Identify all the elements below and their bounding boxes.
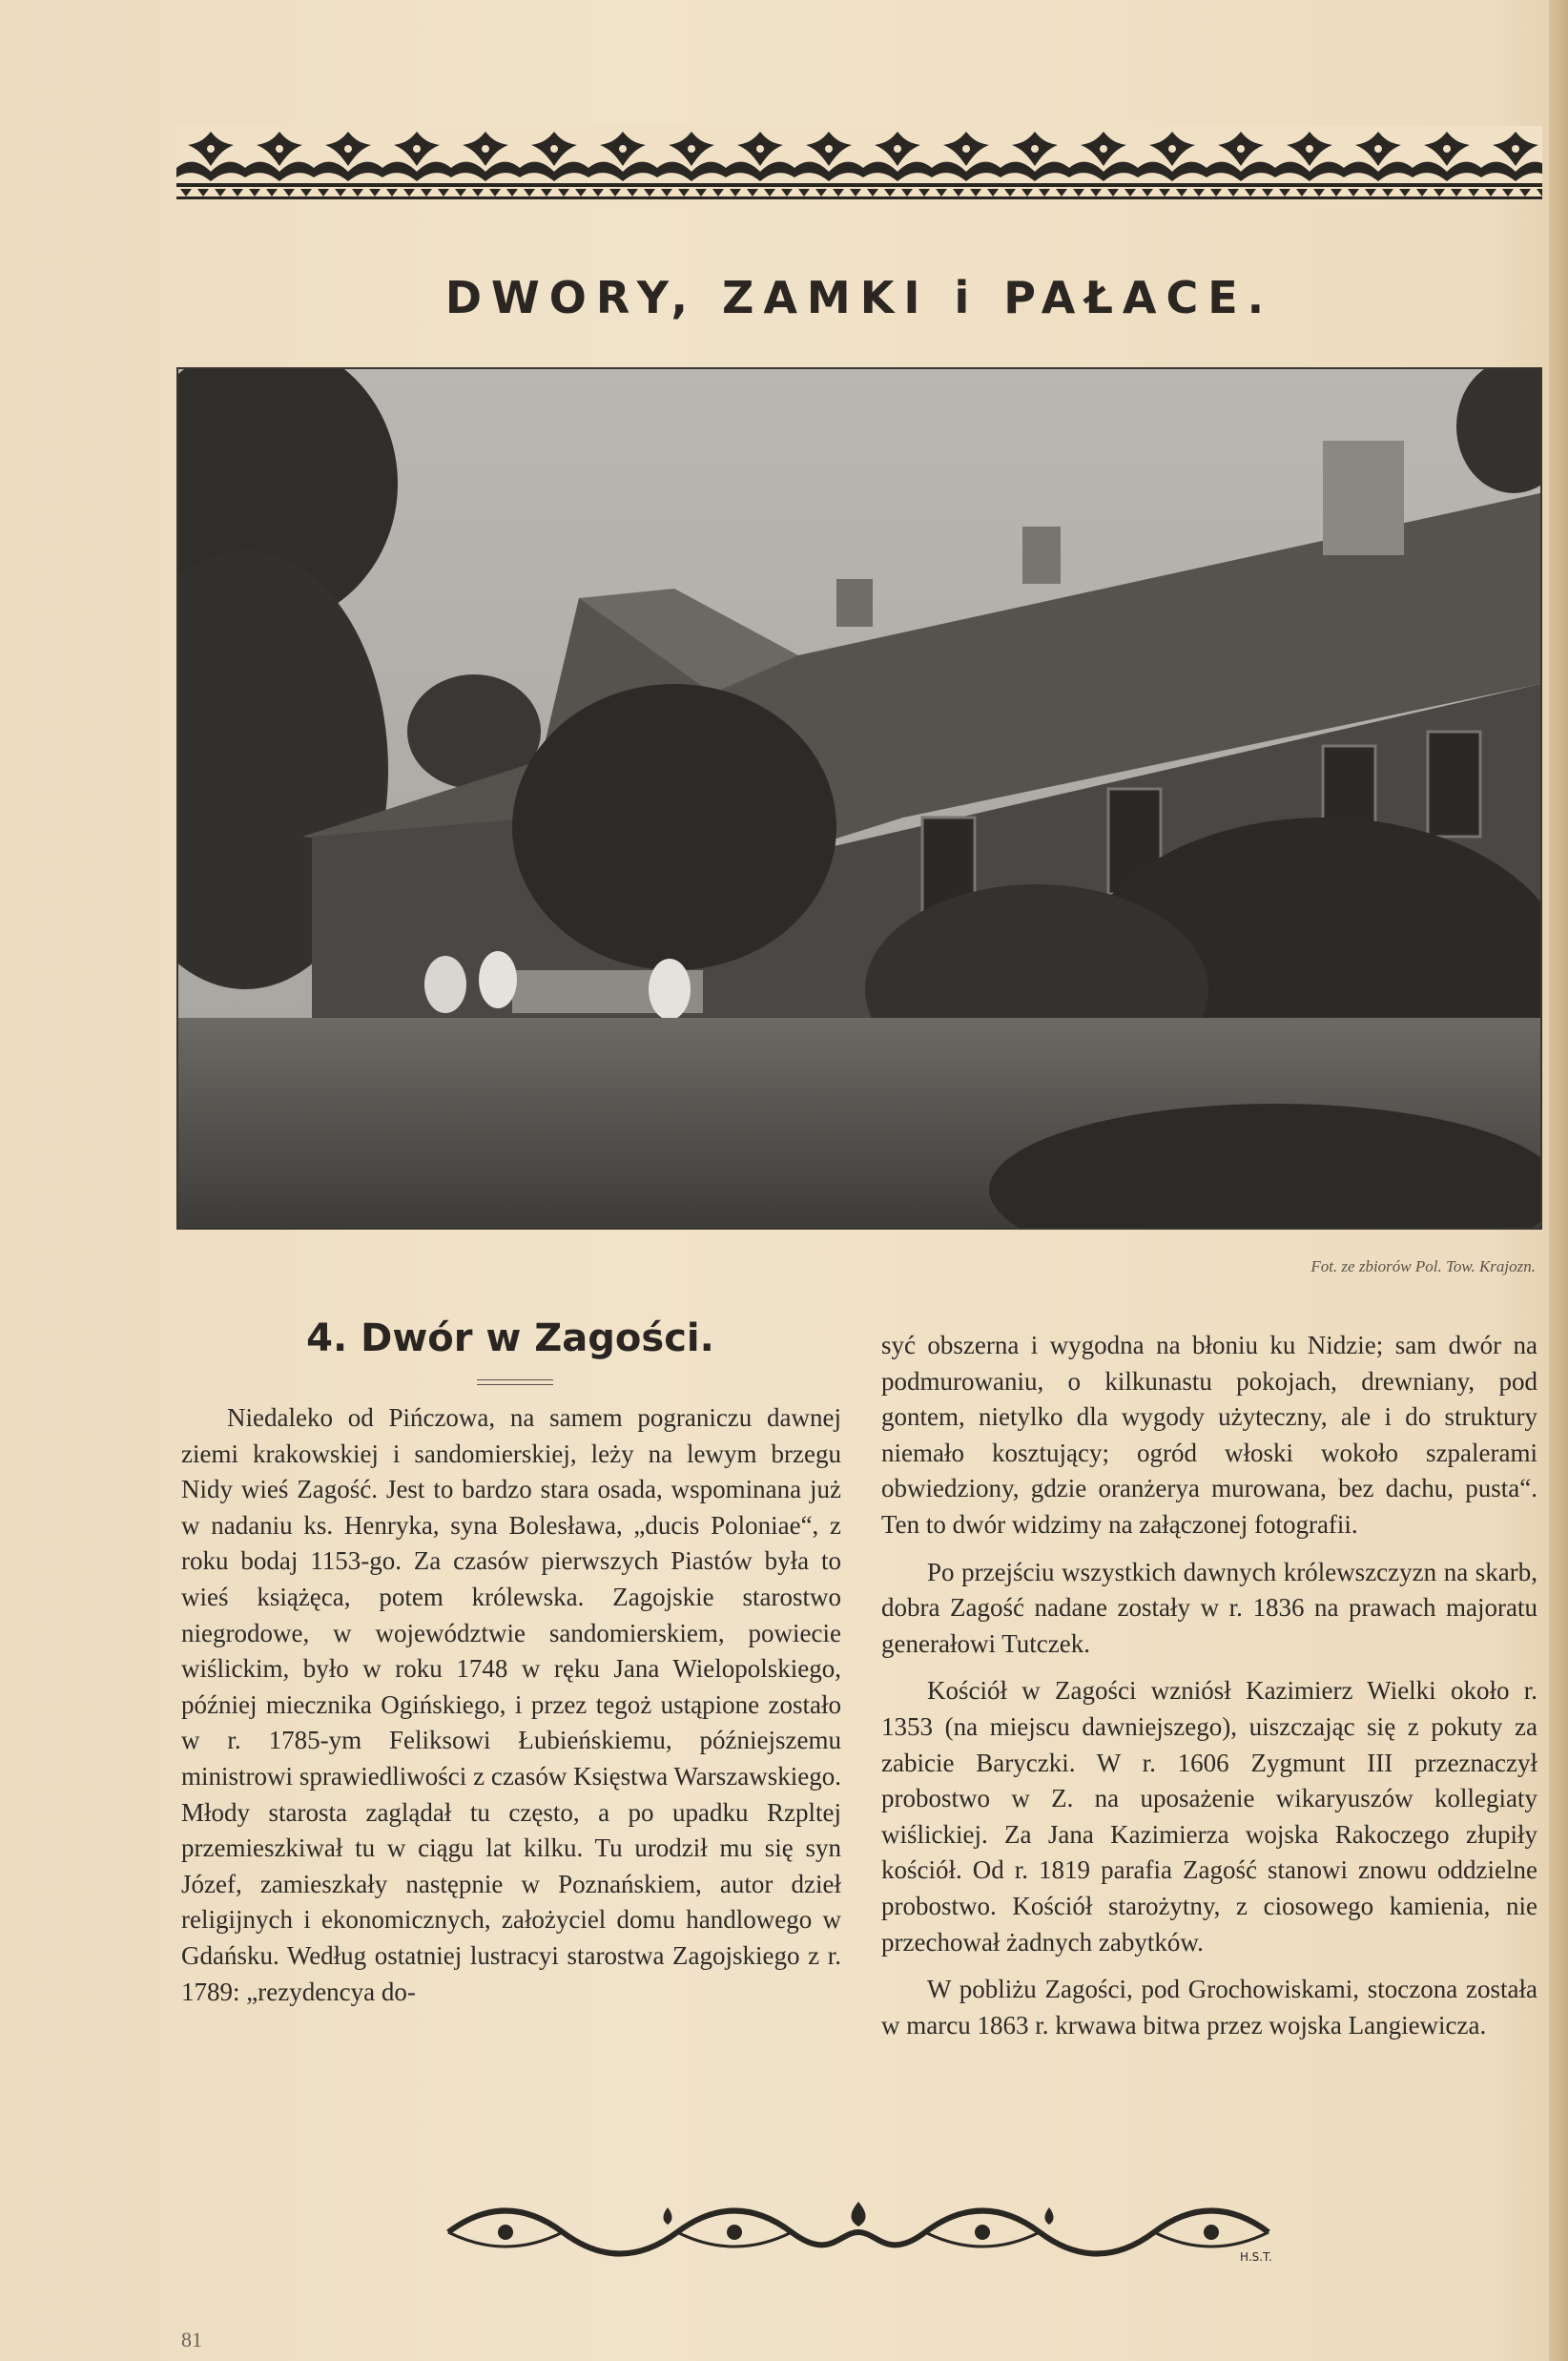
- ornament-signature: H.S.T.: [1240, 2250, 1272, 2264]
- heading-divider: [477, 1379, 553, 1385]
- page-number: 81: [181, 2328, 202, 2351]
- paragraph: syć obszerna i wygodna na błoniu ku Nidzie; sam dwór na podmurowaniu, o kilkunastu pokojach, drewniany, pod gontem, nietylko dla wygody użyteczny, ale i do struktury niemało kosztujący; ogród włoski wokoło szpalerami obwiedziony, gdzie oranżerya murowana, bez dachu, pusta“. Ten to dwór widzimy na załączonej fotografii.: [881, 1331, 1537, 1539]
- paragraph: Niedaleko od Pińczowa, na samem pograniczu dawnej ziemi krakowskiej i sandomierskiej, leży na lewym brzegu Nidy wieś Zagość. Jest to bardzo stara osada, wspominana już w nadaniu ks. Henryka, syna Bolesława, „ducis Poloniae“, z roku bodaj 1153-go. Za czasów pierwszych Piastów była to wieś książęca, potem królewska. Zagojskie starostwo niegrodowe, w województwie sandomierskiem, powiecie wiślickim, było w roku 1748 w ręku Jana Wielopolskiego, później miecznika Ogińskiego, i przez tegoż ustąpione zostało w r. 1785-ym Feliksowi Łubieńskiemu, późniejszemu ministrowi sprawiedliwości z czasów Księstwa Warszawskiego. Młody starosta zaglądał tu często, a po upadku Rzpltej przemieszkiwał tu w ciągu lat kilku. Tu urodził mu się syn Józef, zamieszkały następnie w Poznańskiem, autor dzieł religijnych i ekonomicznych, założyciel domu handlowego w Gdańsku. Według ostatniej lustracyi starostwa Zagojskiego z r. 1789: „rezydencya do-: [181, 1403, 841, 2006]
- photo-credit: Fot. ze zbiorów Pol. Tow. Krajozn.: [1310, 1257, 1536, 1275]
- bottom-ornament: [429, 2194, 1288, 2266]
- paragraph: Kościół w Zagości wzniósł Kazimierz Wielki około r. 1353 (na miejscu dawniejszego), uiszczając się z pokuty za zabicie Baryczki. W r. 1606 Zygmunt III przeznaczył probostwo w Z. na uposażenie wikaryuszów kollegiaty wiślickiej. Za Jana Kazimierza wojska Rakoczego złupiły kościół. Od r. 1819 parafia Zagość stanowi znowu oddzielne probostwo. Kościół starożytny, z ciosowego kamienia, nie przechował żadnych zabytków.: [881, 1676, 1537, 1957]
- manor-photograph: [176, 367, 1542, 1230]
- paragraph: W pobliżu Zagości, pod Grochowiskami, stoczona została w marcu 1863 r. krwawa bitwa przez wojska Langiewicza.: [881, 1975, 1537, 2040]
- paragraph: Po przejściu wszystkich dawnych królewszczyzn na skarb, dobra Zagość nadane zostały w r. 1836 na prawach majoratu generałowi Tutczek.: [881, 1557, 1537, 1658]
- article-heading: 4. Dwór w Zagości.: [306, 1316, 714, 1360]
- top-ornament-band: [176, 126, 1542, 200]
- page-title: DWORY, ZAMKI i PAŁACE.: [444, 272, 1274, 323]
- text-column-left: [181, 1400, 841, 2010]
- text-column-right: [881, 1328, 1537, 2043]
- page-edge: [1549, 0, 1568, 2361]
- manor-photo-image: [178, 369, 1540, 1228]
